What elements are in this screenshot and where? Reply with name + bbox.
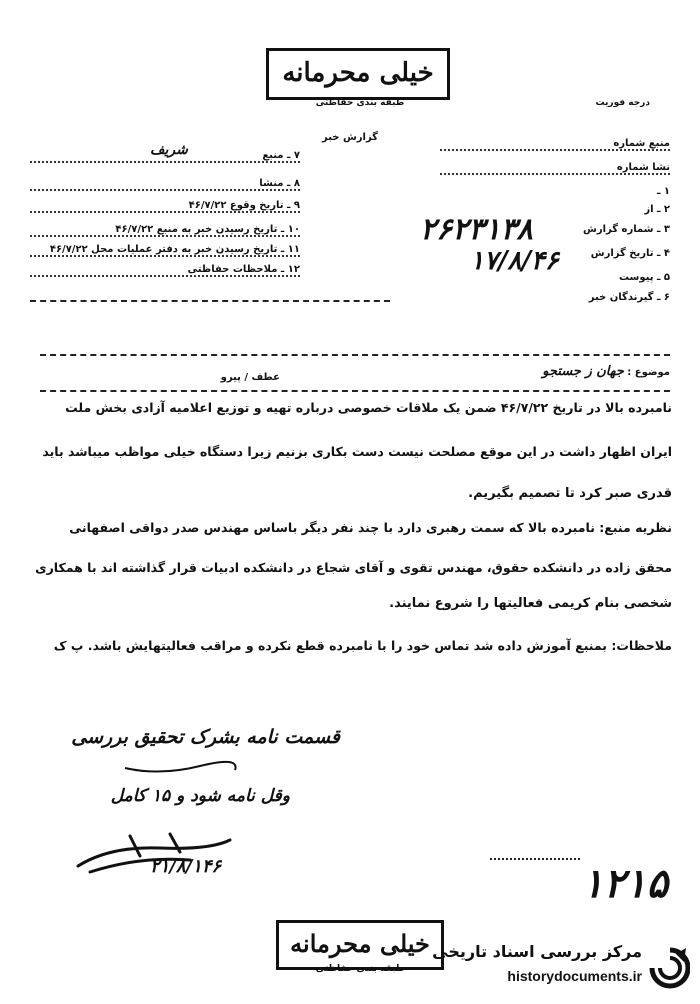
bottom-stamp-title: خیلی محرمانه: [290, 929, 430, 958]
signature-line: قسمت نامه بشرک تحقیق بررسی: [71, 726, 340, 748]
right-field: منبع شماره: [440, 138, 670, 151]
body-line: نامبرده بالا در تاریخ ۴۶/۷/۲۲ ضمن یک ملاقات خصوصی درباره تهیه و توزیع اعلامیه آزادی بخش ملت: [65, 400, 672, 415]
subject-value: جهان ز جستجو: [542, 364, 624, 379]
body-line: ملاحظات: بمنبع آموزش داده شد تماس خود را با نامبرده قطع نکرده و مراقب فعالیتهایش باشد. پ ک: [53, 638, 672, 653]
signature-line: وقل نامه شود و ۱۵ کامل: [110, 786, 290, 806]
ref-label: عطف / پیرو: [220, 372, 280, 383]
right-field: ۵ ـ پیوست: [618, 272, 670, 283]
body-line: شخصی بنام کریمی فعالیتها را شروع نمایند.: [389, 596, 672, 611]
right-field: ۳ ـ شماره گزارش: [583, 224, 670, 235]
top-stamp-subtitle: طبقه بندی حفاظتی: [315, 98, 405, 108]
left-field: ۱۰ ـ تاریخ رسیدن خبر به منبع ۴۶/۷/۲۲: [30, 224, 300, 237]
top-stamp-title: خیلی محرمانه: [282, 58, 434, 88]
watermark-org: مرکز بررسی اسناد تاریخی: [432, 942, 642, 961]
left-field: ۱۱ ـ تاریخ رسیدن خبر به دفتر عملیات محل ۴۶/۷/۲۲: [30, 244, 300, 257]
subject-label: موضوع: [634, 367, 670, 378]
subject-underline: [40, 390, 670, 392]
date-dots: [490, 858, 580, 860]
left-field: ۹ ـ تاریخ وقوع ۴۶/۷/۲۲: [30, 200, 300, 213]
right-field: ۶ ـ گیرندگان خبر: [588, 292, 670, 303]
top-classification-stamp: [266, 48, 450, 100]
subject-row: موضوع : جهان ز جستجو: [542, 364, 670, 379]
body-line: نظریه منبع: نامبرده بالا که سمت رهبری دارد با چند نفر دیگر باساس مهندس صدر دواقی اصفهانی: [69, 520, 672, 535]
left-field: ۸ ـ منشا: [30, 178, 300, 191]
left-field: ۷ ـ منبع: [30, 150, 300, 163]
source-value: شریف: [150, 142, 188, 158]
page-number: ۱۲۱۵: [582, 860, 668, 907]
handwritten-report-number: ۲۶۲۳۱۳۸: [420, 212, 533, 247]
right-field: ۴ ـ تاریخ گزارش: [590, 248, 670, 259]
archive-logo-icon: [646, 944, 690, 992]
right-field: نشا شماره: [440, 162, 670, 175]
left-field: ۱۲ ـ ملاحظات حفاظتی: [30, 264, 300, 277]
watermark: [412, 938, 692, 998]
watermark-url: historydocuments.ir: [507, 968, 642, 984]
handwritten-date: ۲۱/۸/۱۴۶: [150, 856, 222, 877]
body-line: ایران اظهار داشت در این موقع مصلحت نیست دست بکاری بزنیم زیرا دستگاه خیلی مواظب میباشد باید: [42, 444, 672, 459]
priority-label: درجه فوریت: [595, 98, 650, 108]
body-line: قدری صبر کرد تا تصمیم بگیریم.: [468, 486, 672, 501]
bottom-stamp-subtitle: طبقه بندی حفاظتی: [315, 964, 405, 974]
report-header: گزارش خبر: [321, 132, 378, 143]
handwritten-report-date: ۱۷/۸/۴۶: [470, 246, 559, 276]
signature-underline: [120, 758, 240, 778]
mid-separator: [30, 300, 390, 302]
body-line: محقق زاده در دانشکده حقوق، مهندس تقوی و آقای شجاع در دانشکده ادبیات قرار گذاشته اند با همکاری: [35, 560, 672, 575]
right-field: ۲ ـ از: [644, 204, 670, 215]
header-separator: [40, 354, 670, 356]
right-field: ۱ ـ: [656, 186, 670, 197]
